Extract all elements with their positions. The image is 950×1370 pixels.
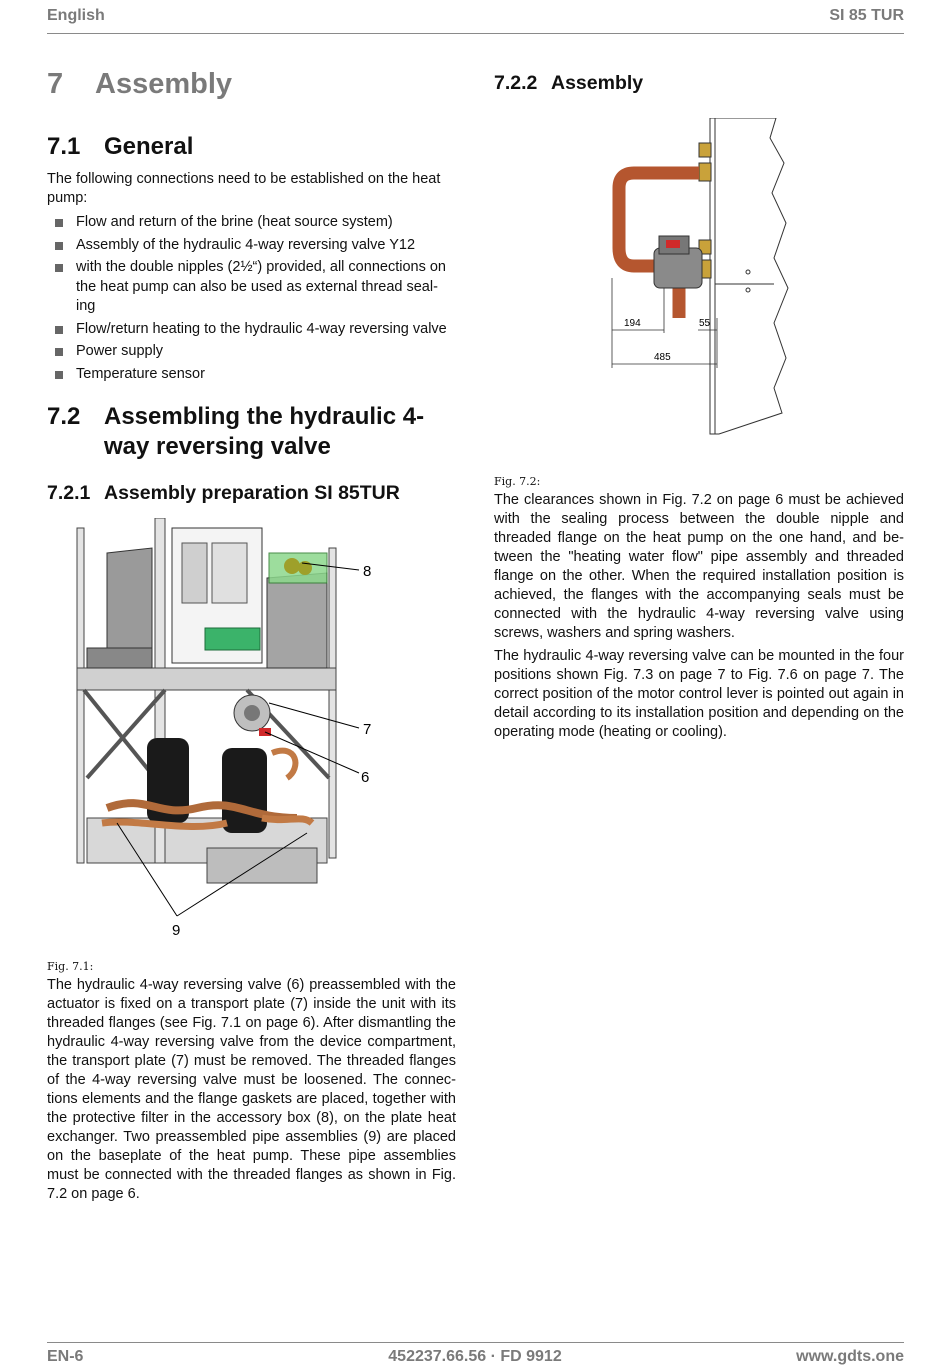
footer-rule — [47, 1342, 904, 1343]
connections-list — [47, 213, 456, 384]
section-7-2-2-heading — [494, 70, 904, 96]
list-item: with the double nipples (2½“) provided, all connections on the heat pump can also be used as external thread seal-ing — [47, 258, 456, 317]
callout-6: 6 — [361, 769, 370, 786]
section-number: 7 — [47, 68, 64, 100]
callout-8: 8 — [363, 563, 372, 580]
assembly-paragraph-1: The clearances shown in Fig. 7.2 on page 6 must be achieved with the sealing process between the double nipple and threaded flange on the heat pump on the one hand, and be-tween the "heating water flow" pipe assembly and threaded flange on the other. When the required installation position is achieved, the flanges with the accompanying seals must be connected with the hydraulic 4-way reversing valve using screws, washers and spring washers. — [494, 492, 904, 641]
callout-9: 9 — [172, 922, 181, 939]
list-item: Flow and return of the brine (heat source system) — [47, 213, 456, 233]
left-column — [47, 60, 456, 1204]
section-number: 7.1 — [47, 133, 81, 160]
section-7-1-heading — [47, 132, 456, 162]
header-model: SI 85 TUR — [829, 7, 904, 24]
figure-caption: Fig. 7.1: — [47, 960, 94, 973]
list-item: Power supply — [47, 342, 456, 362]
dimension-194: 194 — [624, 318, 641, 329]
footer-website: www.gdts.one — [796, 1348, 904, 1365]
header-rule — [47, 33, 904, 34]
section-title: Assembly — [551, 72, 644, 94]
section-title: Assembling the hydraulic 4-way reversing valve — [104, 403, 425, 460]
header-language: English — [47, 7, 105, 24]
preparation-text: The hydraulic 4-way reversing valve (6) preassembled with the actuator is fixed on a transport plate (7) inside the unit with its threaded flanges (see Fig. 7.1 on page 6). After dismantling the hydraulic 4-way reversing valve from the device compartment, the transport plate (7) must be removed. The threaded flanges of the 4-way reversing valve must be loosened. The connec-tions elements and the flange gaskets are placed, together with the protective filter in the accessory box (8), on the plate heat exchanger. Two preassembled pipe assemblies (9) are placed on the baseplate of the heat pump. These pipe assemblies must be connected with the threaded flanges as shown in Fig. 7.2 on page 6. — [47, 977, 456, 1202]
list-item: Flow/return heating to the hydraulic 4-way reversing valve — [47, 320, 456, 340]
dimension-485: 485 — [654, 352, 671, 363]
general-intro: The following connections need to be established on the heat pump: — [47, 171, 441, 206]
list-item: Temperature sensor — [47, 365, 456, 385]
right-column — [494, 60, 904, 742]
section-title: Assembly preparation SI 85TUR — [104, 482, 400, 504]
section-number: 7.2.2 — [494, 72, 538, 94]
section-7-heading — [47, 68, 456, 108]
footer-doc-number: 452237.66.56 · FD 9912 — [388, 1348, 562, 1365]
heat-pump-figure — [47, 518, 456, 958]
assembly-figure — [494, 118, 904, 458]
section-7-2-heading — [47, 402, 456, 462]
assembly-paragraph-2: The hydraulic 4-way reversing valve can be mounted in the four positions shown Fig. 7.3 on page 7 to Fig. 7.6 on page 7. The correct position of the motor control lever is pointed out again in detail according to its installation position and depending on the operating mode (heating or cooling). — [494, 648, 904, 740]
section-number: 7.2 — [47, 403, 81, 430]
figure-caption: Fig. 7.2: — [494, 475, 541, 488]
section-title: Assembly — [95, 68, 233, 100]
section-title: General — [104, 133, 194, 160]
callout-7: 7 — [363, 721, 372, 738]
section-7-2-1-heading — [47, 480, 456, 506]
dimension-55: 55 — [699, 318, 711, 329]
footer-page-number: EN-6 — [47, 1348, 84, 1365]
section-number: 7.2.1 — [47, 482, 91, 504]
list-item: Assembly of the hydraulic 4-way reversing valve Y12 — [47, 236, 456, 256]
